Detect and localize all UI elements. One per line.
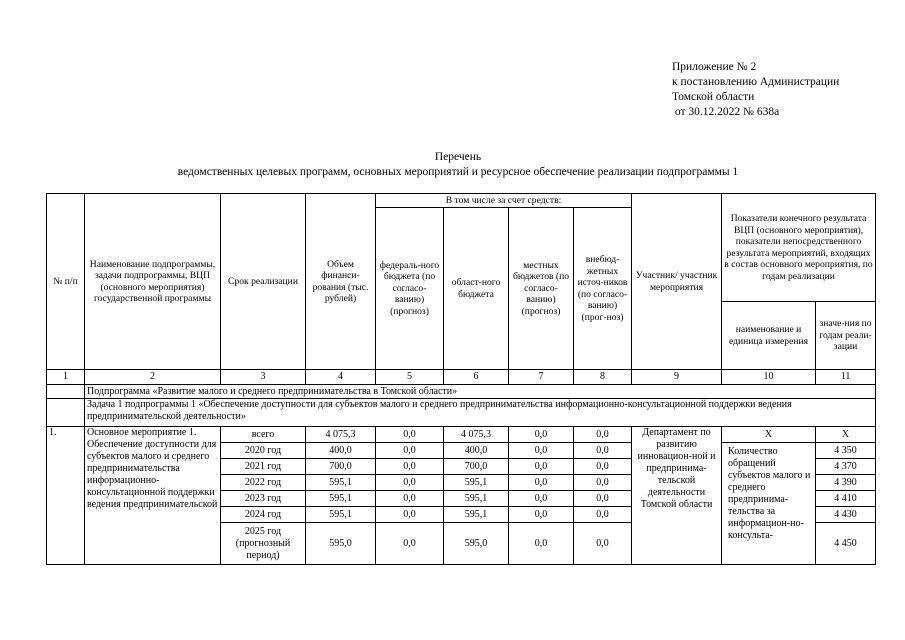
period-cell: 2024 год — [221, 507, 306, 523]
extra-cell: 0,0 — [574, 491, 632, 507]
local-cell: 0,0 — [509, 459, 574, 475]
period-cell: 2022 год — [221, 475, 306, 491]
appendix-line-3: Томской области — [672, 91, 755, 103]
value-cell: 4 390 — [816, 475, 876, 491]
header-num: № п/п — [47, 194, 85, 370]
period-cell: 2025 год (прогнозный период) — [221, 523, 306, 565]
extra-cell: 0,0 — [574, 427, 632, 443]
federal-cell: 0,0 — [376, 427, 444, 443]
header-period: Срок реализации — [221, 194, 306, 370]
task-row: Задача 1 подпрограммы 1 «Обеспечение доступности для субъектов малого и среднего предпринимательства информационно-консультационной поддержки ведения предпринимательской деятельности» — [85, 399, 876, 427]
header-including: В том числе за счет средств: — [376, 194, 632, 208]
local-cell: 0,0 — [509, 523, 574, 565]
volume-cell: 595,1 — [306, 475, 376, 491]
col-number: 8 — [574, 370, 632, 385]
col-number: 7 — [509, 370, 574, 385]
regional-cell: 400,0 — [444, 443, 509, 459]
extra-cell: 0,0 — [574, 459, 632, 475]
regional-cell: 595,0 — [444, 523, 509, 565]
header-extra: внебюд-жетных источ-ников (по согласо-ванию) (прог-ноз) — [574, 208, 632, 370]
empty-cell — [47, 399, 85, 427]
appendix-line-1: Приложение № 2 — [672, 61, 757, 73]
regional-cell: 595,1 — [444, 491, 509, 507]
federal-cell: 0,0 — [376, 459, 444, 475]
local-cell: 0,0 — [509, 443, 574, 459]
indicator-name: Количество обращений субъектов малого и среднего предпринима-тельства за информацион-но-консульта- — [722, 443, 816, 565]
federal-cell: 0,0 — [376, 443, 444, 459]
appendix-block — [672, 60, 839, 120]
col-number: 2 — [85, 370, 221, 385]
header-name: Наименование подпрограммы, задачи подпрограммы, ВЦП (основного мероприятия) государственной программы — [85, 194, 221, 370]
col-number: 5 — [376, 370, 444, 385]
col-number: 10 — [722, 370, 816, 385]
item-number: 1. — [47, 427, 85, 565]
value-cell: 4 430 — [816, 507, 876, 523]
header-participant: Участник/ участник мероприятия — [632, 194, 722, 370]
document-subtitle: ведомственных целевых программ, основных мероприятий и ресурсное обеспечение реализации подпрограммы 1 — [177, 166, 739, 178]
period-cell: 2020 год — [221, 443, 306, 459]
regional-cell: 700,0 — [444, 459, 509, 475]
volume-cell: 700,0 — [306, 459, 376, 475]
appendix-line-2: к постановлению Администрации — [672, 76, 840, 88]
volume-cell: 595,0 — [306, 523, 376, 565]
regional-cell: 595,1 — [444, 507, 509, 523]
empty-cell — [47, 385, 85, 399]
program-table — [46, 193, 876, 565]
extra-cell: 0,0 — [574, 443, 632, 459]
extra-cell: 0,0 — [574, 507, 632, 523]
col-number: 4 — [306, 370, 376, 385]
federal-cell: 0,0 — [376, 507, 444, 523]
federal-cell: 0,0 — [376, 523, 444, 565]
federal-cell: 0,0 — [376, 491, 444, 507]
value-cell: Х — [816, 427, 876, 443]
volume-cell: 595,1 — [306, 507, 376, 523]
extra-cell: 0,0 — [574, 523, 632, 565]
appendix-line-4: от 30.12.2022 № 638а — [672, 106, 780, 118]
volume-cell: 4 075,3 — [306, 427, 376, 443]
extra-cell: 0,0 — [574, 475, 632, 491]
local-cell: 0,0 — [509, 427, 574, 443]
value-cell: 4 450 — [816, 523, 876, 565]
header-federal: федераль-ного бюджета (по согласо-ванию) (прогноз) — [376, 208, 444, 370]
period-cell: всего — [221, 427, 306, 443]
item-name: Основное мероприятие 1. Обеспечение доступности для субъектов малого и среднего предпринимательства информационно-консультационной поддержки ведения предпринимательской — [85, 427, 221, 565]
local-cell: 0,0 — [509, 507, 574, 523]
col-number: 3 — [221, 370, 306, 385]
local-cell: 0,0 — [509, 491, 574, 507]
header-indicators: Показатели конечного результата ВЦП (основного мероприятия), показатели непосредственного результата мероприятий, входящих в состав основного мероприятия, по годам реализации — [722, 194, 876, 302]
col-number: 11 — [816, 370, 876, 385]
value-cell: 4 410 — [816, 491, 876, 507]
federal-cell: 0,0 — [376, 475, 444, 491]
indicator-x: Х — [722, 427, 816, 443]
local-cell: 0,0 — [509, 475, 574, 491]
header-local: местных бюджетов (по согласо-ванию) (прогноз) — [509, 208, 574, 370]
col-number: 6 — [444, 370, 509, 385]
period-cell: 2023 год — [221, 491, 306, 507]
value-cell: 4 370 — [816, 459, 876, 475]
participant-cell: Департамент по развитию инновацион-ной и предпринима-тельской деятельности Томской области — [632, 427, 722, 565]
volume-cell: 595,1 — [306, 491, 376, 507]
volume-cell: 400,0 — [306, 443, 376, 459]
header-indicator-name: наименование и единица измерения — [722, 302, 816, 370]
col-number: 9 — [632, 370, 722, 385]
col-number: 1 — [47, 370, 85, 385]
period-cell: 2021 год — [221, 459, 306, 475]
header-volume: Объем финанси-рования (тыс. рублей) — [306, 194, 376, 370]
subprogram-row: Подпрограмма «Развитие малого и среднего предпринимательства в Томской области» — [85, 385, 876, 399]
regional-cell: 4 075,3 — [444, 427, 509, 443]
header-regional: област-ного бюджета — [444, 208, 509, 370]
document-title: Перечень — [434, 151, 482, 163]
header-indicator-values: значе-ния по годам реали-зации — [816, 302, 876, 370]
value-cell: 4 350 — [816, 443, 876, 459]
regional-cell: 595,1 — [444, 475, 509, 491]
